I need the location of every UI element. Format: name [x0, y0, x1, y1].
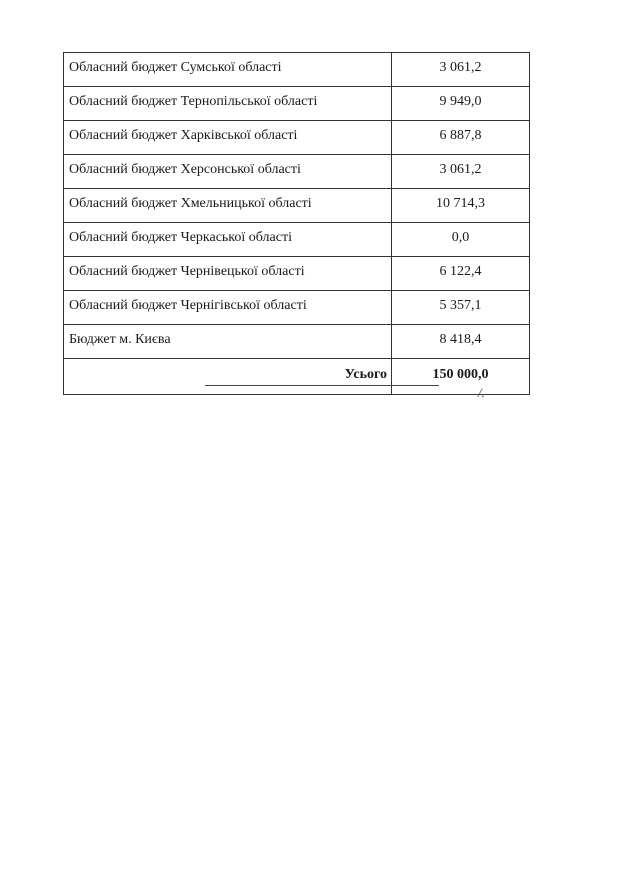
budget-allocation-table — [63, 52, 530, 395]
table-row — [64, 291, 530, 325]
amount-cell: 3 061,2 — [392, 53, 530, 87]
table-row — [64, 257, 530, 291]
budget-name-cell: Обласний бюджет Чернігівської області — [64, 291, 392, 325]
total-label: Усього — [64, 359, 392, 395]
table-row — [64, 223, 530, 257]
amount-cell: 5 357,1 — [392, 291, 530, 325]
signature-line — [205, 385, 439, 386]
amount-cell: 6 122,4 — [392, 257, 530, 291]
budget-name-cell: Обласний бюджет Харківської області — [64, 121, 392, 155]
amount-cell: 0,0 — [392, 223, 530, 257]
budget-name-cell: Обласний бюджет Хмельницької області — [64, 189, 392, 223]
total-row — [64, 359, 530, 395]
table-row — [64, 121, 530, 155]
budget-name-cell: Обласний бюджет Сумської області — [64, 53, 392, 87]
amount-cell: 6 887,8 — [392, 121, 530, 155]
initial-mark: /. — [478, 385, 485, 400]
table-row — [64, 155, 530, 189]
amount-cell: 8 418,4 — [392, 325, 530, 359]
table-row — [64, 53, 530, 87]
amount-cell: 9 949,0 — [392, 87, 530, 121]
budget-name-cell: Обласний бюджет Черкаської області — [64, 223, 392, 257]
table-row — [64, 189, 530, 223]
budget-name-cell: Обласний бюджет Херсонської області — [64, 155, 392, 189]
total-amount: 150 000,0 — [392, 359, 530, 395]
table-row — [64, 87, 530, 121]
budget-name-cell: Обласний бюджет Тернопільської області — [64, 87, 392, 121]
table-row — [64, 325, 530, 359]
budget-name-cell: Бюджет м. Києва — [64, 325, 392, 359]
amount-cell: 3 061,2 — [392, 155, 530, 189]
amount-cell: 10 714,3 — [392, 189, 530, 223]
budget-name-cell: Обласний бюджет Чернівецької області — [64, 257, 392, 291]
